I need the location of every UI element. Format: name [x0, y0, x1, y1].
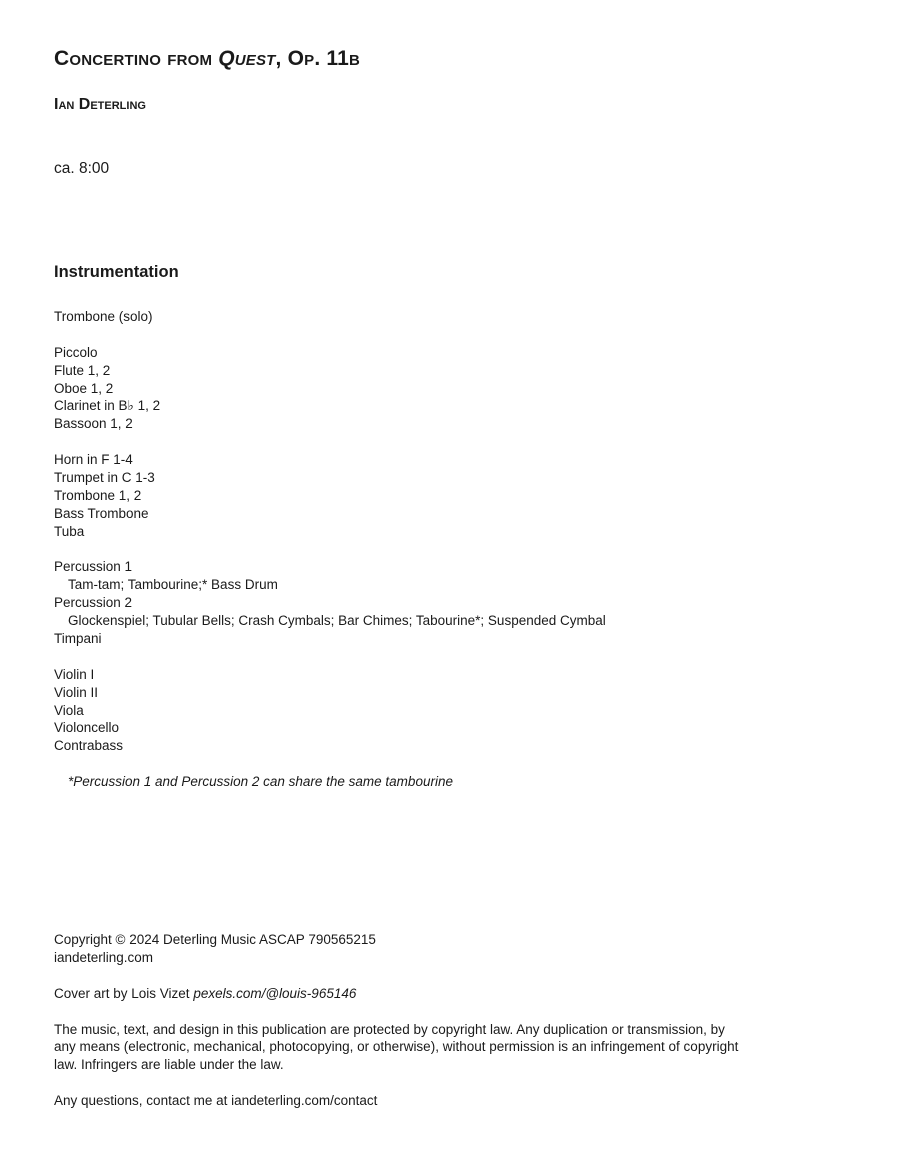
percussion-1-items: Tam-tam; Tambourine;* Bass Drum [68, 577, 278, 593]
instrument-item: Piccolo [54, 344, 98, 360]
instrument-item: Clarinet in B♭ 1, 2 [54, 398, 161, 414]
instrument-item: Horn in F 1-4 [54, 452, 133, 468]
instrument-item: Viola [54, 702, 84, 718]
title-opus: , Op. 11b [275, 47, 361, 70]
contact-line: Any questions, contact me at iandeterling.com/contact [54, 1093, 378, 1109]
instrument-solo: Trombone (solo) [54, 309, 153, 324]
percussion-footnote: *Percussion 1 and Percussion 2 can share the same tambourine [68, 774, 453, 790]
work-title [54, 47, 360, 71]
duration: ca. 8:00 [54, 160, 110, 177]
title-prefix: Concertino from [54, 47, 219, 70]
title-quest: Quest [218, 47, 276, 70]
instrumentation-heading: Instrumentation [54, 263, 179, 281]
legal-notice: The music, text, and design in this publication are protected by copyright law. Any duplication or transmission, by any means (electronic, mechanical, photocopying, or otherwise), without permission is an infringement of copyright law. Infringers are liable under the law. [54, 1021, 739, 1073]
cover-art-credit [54, 985, 744, 1003]
cover-art-prefix: Cover art by Lois Vizet [54, 985, 194, 1001]
timpani: Timpani [54, 631, 102, 647]
instrument-item: Violoncello [54, 720, 120, 736]
website-line: iandeterling.com [54, 949, 154, 965]
percussion-1-label: Percussion 1 [54, 559, 133, 575]
instrument-item: Bass Trombone [54, 505, 149, 521]
instrument-item: Flute 1, 2 [54, 362, 111, 378]
instrument-item: Trombone 1, 2 [54, 487, 142, 503]
percussion-2-label: Percussion 2 [54, 595, 133, 611]
instrument-item: Violin II [54, 684, 99, 700]
cover-art-link: pexels.com/@louis-965146 [193, 985, 357, 1001]
composer-name: Ian Deterling [54, 96, 146, 113]
copyright-line: Copyright © 2024 Deterling Music ASCAP 790565215 [54, 932, 376, 947]
instrument-item: Contrabass [54, 738, 124, 754]
instrument-item: Violin I [54, 666, 95, 682]
percussion-2-items: Glockenspiel; Tubular Bells; Crash Cymbals; Bar Chimes; Tabourine*; Suspended Cymbal [68, 613, 606, 629]
instrument-item: Trumpet in C 1-3 [54, 470, 155, 486]
instrumentation-list [54, 308, 606, 791]
instrument-item: Oboe 1, 2 [54, 380, 114, 396]
copyright-footer [54, 931, 744, 1110]
instrument-item: Bassoon 1, 2 [54, 416, 133, 432]
instrument-item: Tuba [54, 523, 85, 539]
